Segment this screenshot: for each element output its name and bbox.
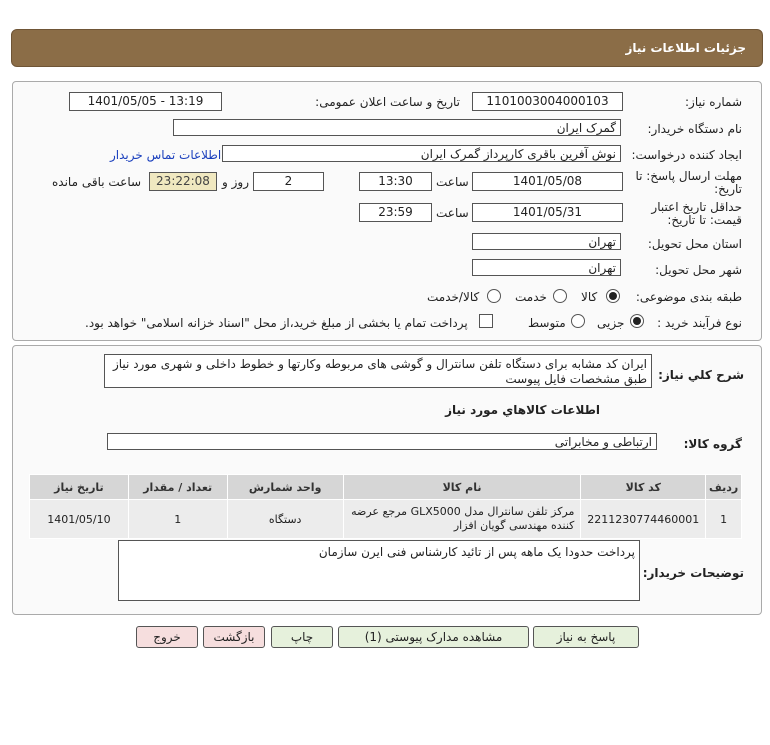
need-number-field: 1101003004000103 — [472, 92, 623, 111]
goods-info-title: اطلاعات کالاهاي مورد نياز — [445, 403, 600, 417]
print-button[interactable]: چاپ — [271, 626, 333, 648]
days-label: روز و — [222, 175, 249, 189]
treasury-payment-note: پرداخت تمام یا بخشی از مبلغ خرید،از محل "اسناد خزانه اسلامی" خواهد بود. — [85, 316, 468, 330]
category-service-radio[interactable] — [553, 289, 567, 303]
city-field: تهران — [472, 259, 621, 276]
remaining-label: ساعت باقی مانده — [52, 175, 142, 189]
page-title: جزئیات اطلاعات نیاز — [625, 41, 746, 55]
back-button[interactable]: بازگشت — [203, 626, 265, 648]
cell-qty: 1 — [128, 500, 227, 539]
province-label: استان محل تحویل: — [647, 237, 742, 251]
col-qty: تعداد / مقدار — [128, 475, 227, 500]
summary-box — [104, 354, 652, 388]
deadline-time-label: ساعت — [436, 175, 469, 189]
exit-button[interactable]: خروج — [136, 626, 198, 648]
creator-field: نوش آفرین باقری کارپرداز گمرک ایران — [222, 145, 621, 162]
process-minor-radio[interactable] — [630, 314, 644, 328]
creator-label: ایجاد کننده درخواست: — [631, 148, 742, 162]
goods-table-header — [30, 475, 742, 500]
process-medium-label: متوسط — [528, 316, 566, 330]
cell-code: 2211230774460001 — [581, 500, 706, 539]
process-label: نوع فرآیند خرید : — [657, 316, 742, 330]
process-minor-label: جزیی — [597, 316, 625, 330]
deadline-time-field: 13:30 — [359, 172, 432, 191]
validity-date-field: 1401/05/31 — [472, 203, 623, 222]
category-label: طبقه بندی موضوعی: — [635, 290, 742, 304]
cell-unit: دستگاه — [227, 500, 343, 539]
summary-text: ایران کد مشابه برای دستگاه تلفن سانترال و گوشی های مربوطه وکارتها و خطوط داخلی و شهری مورد نیاز طبق مشخصات فایل پیوست — [112, 357, 647, 386]
category-goods-label: کالا — [581, 290, 598, 304]
goods-group-label: گروه کالا: — [683, 437, 742, 451]
col-code: کد کالا — [581, 475, 706, 500]
col-date: تاریخ نیاز — [30, 475, 129, 500]
validity-label-1: حداقل تاریخ اعتبار — [651, 200, 742, 214]
category-goods-service-radio[interactable] — [487, 289, 501, 303]
col-row: ردیف — [706, 475, 742, 500]
province-field: تهران — [472, 233, 621, 250]
city-label: شهر محل تحویل: — [655, 263, 742, 277]
goods-group-field: ارتباطی و مخابراتی — [107, 433, 657, 450]
category-goods-service-label: کالا/خدمت — [427, 290, 480, 304]
announce-field: 1401/05/05 - 13:19 — [69, 92, 222, 111]
deadline-label-2: تاریخ: — [714, 182, 742, 196]
deadline-date-field: 1401/05/08 — [472, 172, 623, 191]
remaining-time-field: 23:22:08 — [149, 172, 217, 191]
table-row — [30, 500, 742, 539]
cell-name: مرکز تلفن سانترال مدل GLX5000 مرجع عرضه کننده مهندسی گویان افزار — [343, 500, 581, 539]
buyer-notes-label: توضیحات خریدار: — [642, 566, 744, 580]
col-unit: واحد شمارش — [227, 475, 343, 500]
summary-label: شرح کلي نياز: — [658, 368, 744, 382]
col-name: نام کالا — [343, 475, 581, 500]
cell-date: 1401/05/10 — [30, 500, 129, 539]
cell-row: 1 — [706, 500, 742, 539]
buyer-org-field: گمرک ایران — [173, 119, 621, 136]
announce-label: تاریخ و ساعت اعلان عمومی: — [315, 95, 460, 109]
deadline-label-1: مهلت ارسال پاسخ: تا — [635, 169, 742, 183]
treasury-payment-checkbox[interactable] — [479, 314, 493, 328]
buyer-notes-text: پرداخت حدودا یک ماهه پس از تائید کارشناس فنی ایرن سازمان — [318, 545, 635, 559]
attachments-button[interactable]: مشاهده مدارک پیوستی (1) — [338, 626, 529, 648]
reply-button[interactable]: پاسخ به نیاز — [533, 626, 639, 648]
category-service-label: خدمت — [515, 290, 547, 304]
buyer-org-label: نام دستگاه خریدار: — [647, 122, 742, 136]
validity-time-field: 23:59 — [359, 203, 432, 222]
validity-time-label: ساعت — [436, 206, 469, 220]
buyer-notes-box — [118, 540, 640, 601]
goods-table — [29, 474, 742, 539]
need-number-label: شماره نیاز: — [685, 95, 742, 109]
page-header — [11, 29, 763, 67]
category-goods-radio[interactable] — [606, 289, 620, 303]
contact-info-link[interactable]: اطلاعات تماس خریدار — [110, 148, 222, 162]
process-medium-radio[interactable] — [571, 314, 585, 328]
validity-label-2: قیمت: تا تاریخ: — [667, 213, 742, 227]
days-field: 2 — [253, 172, 324, 191]
